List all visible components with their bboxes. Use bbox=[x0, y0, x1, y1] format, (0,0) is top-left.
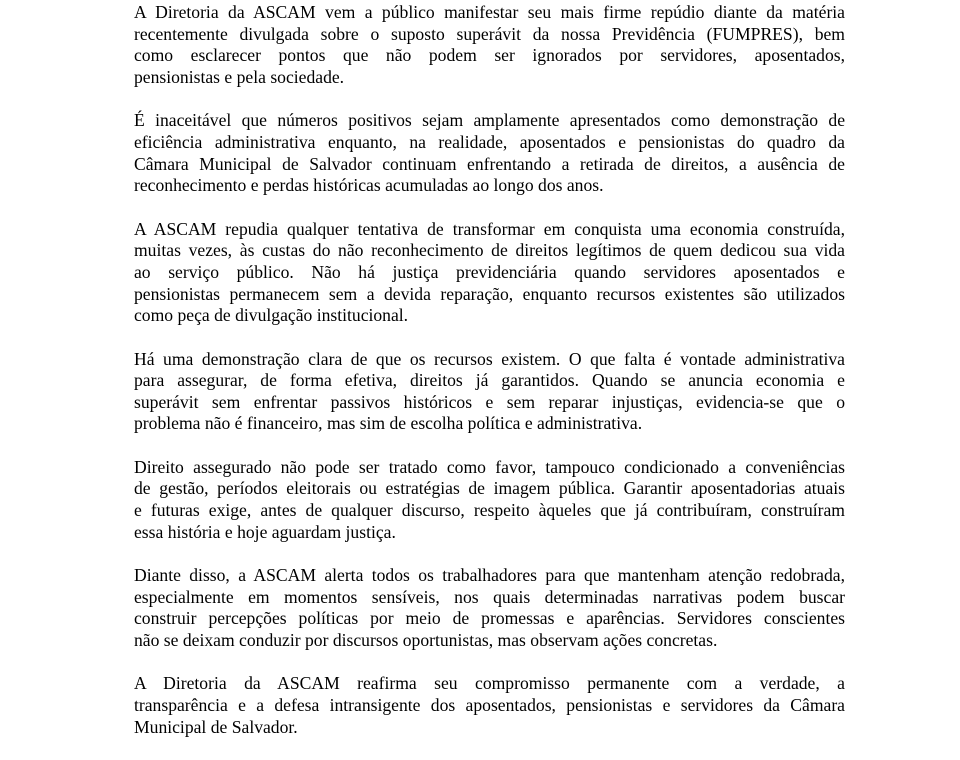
text-line: construir percepções políticas por meio de promessas e aparências. Servidores conscientes bbox=[134, 608, 845, 629]
text-line: especialmente em momentos sensíveis, nos quais determinadas narrativas podem buscar bbox=[134, 586, 845, 607]
text-line: Câmara Municipal de Salvador continuam enfrentando a retirada de direitos, a ausência de bbox=[134, 153, 845, 174]
text-line: A Diretoria da ASCAM vem a público manifestar seu mais firme repúdio diante da matéria bbox=[134, 2, 845, 22]
text-line: como peça de divulgação institucional. bbox=[134, 305, 409, 326]
paragraph-recursos bbox=[134, 349, 845, 436]
text-line: É inaceitável que números positivos sejam amplamente apresentados como demonstração de bbox=[134, 110, 845, 131]
text-line: muitas vezes, às custas do não reconhecimento de direitos legítimos de quem dedicou sua vida bbox=[134, 240, 845, 261]
text-line: superávit sem enfrentar passivos históricos e sem reparar injustiças, evidencia-se que o bbox=[134, 391, 845, 412]
text-line: ao serviço público. Não há justiça previdenciária quando servidores aposentados e bbox=[134, 261, 845, 282]
text-line: e futuras exige, antes de qualquer discurso, respeito àqueles que já contribuíram, construíram bbox=[134, 500, 845, 521]
text-line: como esclarecer pontos que não podem ser ignorados por servidores, aposentados, bbox=[134, 45, 845, 66]
text-line: Municipal de Salvador. bbox=[134, 716, 298, 737]
text-line: recentemente divulgada sobre o suposto superávit da nossa Previdência (FUMPRES), bem bbox=[134, 23, 845, 44]
text-line: A Diretoria da ASCAM reafirma seu compromisso permanente com a verdade, a bbox=[134, 673, 845, 694]
text-line: essa história e hoje aguardam justiça. bbox=[134, 521, 396, 542]
paragraph-inaceitavel bbox=[134, 110, 845, 197]
paragraph-alerta bbox=[134, 565, 845, 652]
text-line: problema não é financeiro, mas sim de escolha política e administrativa. bbox=[134, 413, 643, 434]
text-line: eficiência administrativa enquanto, na realidade, aposentados e pensionistas do quadro da bbox=[134, 131, 845, 152]
text-line: Direito assegurado não pode ser tratado como favor, tampouco condicionado a conveniências bbox=[134, 456, 845, 477]
text-line: para assegurar, de forma efetiva, direitos já garantidos. Quando se anuncia economia e bbox=[134, 370, 845, 391]
text-line: A ASCAM repudia qualquer tentativa de transformar em conquista uma economia construída, bbox=[134, 218, 845, 239]
paragraph-intro bbox=[134, 2, 845, 89]
text-line: pensionistas e pela sociedade. bbox=[134, 66, 345, 87]
text-line: Há uma demonstração clara de que os recursos existem. O que falta é vontade administrativa bbox=[134, 348, 845, 369]
text-line: transparência e a defesa intransigente dos aposentados, pensionistas e servidores da Câmara bbox=[134, 695, 845, 715]
paragraph-repudia bbox=[134, 219, 845, 327]
paragraph-direito bbox=[134, 457, 845, 544]
text-line: reconhecimento e perdas históricas acumuladas ao longo dos anos. bbox=[134, 175, 604, 196]
text-line: de gestão, períodos eleitorais ou estratégias de imagem pública. Garantir aposentadorias atuais bbox=[134, 478, 845, 499]
text-line: não se deixam conduzir por discursos oportunistas, mas observam ações concretas. bbox=[134, 630, 718, 651]
text-line: Diante disso, a ASCAM alerta todos os trabalhadores para que mantenham atenção redobrada, bbox=[134, 565, 845, 586]
document-body bbox=[134, 2, 845, 760]
paragraph-conclusao bbox=[134, 673, 845, 738]
text-line: pensionistas permanecem sem a devida reparação, enquanto recursos existentes são utilizados bbox=[134, 283, 845, 304]
